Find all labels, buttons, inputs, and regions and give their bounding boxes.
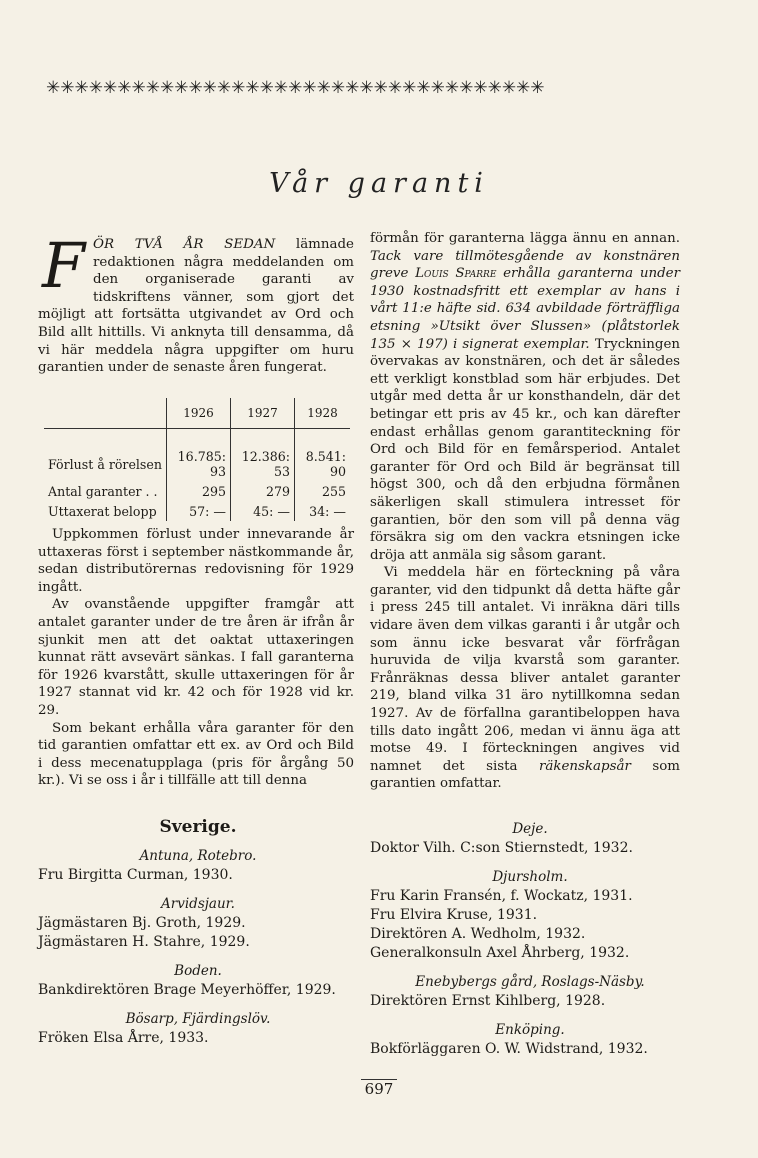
- decorative-ornament-border: ✳✳✳✳✳✳✳✳✳✳✳✳✳✳✳✳✳✳✳✳✳✳✳✳✳✳✳✳✳✳✳✳✳✳✳: [46, 78, 545, 98]
- right-column-body: [370, 230, 680, 793]
- table-cell: 279: [230, 481, 294, 501]
- left-column-intro: [38, 229, 354, 377]
- drop-cap: F: [42, 229, 86, 302]
- place-name: Enebybergs gård, Roslags-Näsby.: [415, 974, 645, 990]
- table-cell: 45: —: [230, 501, 294, 521]
- intro-lead: ÖR TVÅ ÅR SEDAN: [93, 237, 276, 252]
- row-label: Uttaxerat belopp: [48, 503, 157, 519]
- guarantor-list-left: [38, 818, 358, 1048]
- table-header-1928: 1928: [295, 398, 351, 429]
- table-row: [44, 481, 350, 501]
- table-cell: 12.386: 53: [230, 429, 294, 482]
- place-name: Deje.: [512, 821, 548, 837]
- place-name: Djursholm.: [492, 869, 568, 885]
- guarantee-stats-table: [44, 398, 350, 521]
- text-run-italic: räkenskapsår: [539, 758, 631, 774]
- table-header-empty: [44, 398, 166, 429]
- list-item: Jägmästaren Bj. Groth, 1929.: [38, 915, 246, 931]
- article-title: Vår garanti: [269, 168, 489, 199]
- table-cell: 34: —: [295, 501, 351, 521]
- row-label: Antal garanter . .: [48, 483, 158, 499]
- list-item: Fru Birgitta Curman, 1930.: [38, 867, 233, 883]
- list-item: Generalkonsuln Axel Åhrberg, 1932.: [370, 945, 630, 961]
- text-run: förmån för garanterna lägga ännu en annan.: [370, 231, 680, 246]
- paragraph: Som bekant erhålla våra garanter för den tid garantien omfattar ett ex. av Ord och Bild i dess mecenatupplaga (pris för årgång 50 kr.). Vi se oss i år i tillfälle att till denna: [38, 720, 354, 789]
- table-cell: 57: —: [166, 501, 230, 521]
- text-run-italic: erhålla garanterna under 1930 kostnadsfritt ett exemplar av hans i vårt 11:e häfte sid. 634 avbildade förträffliga etsning »Utsikt över Slussen» (plåtstorlek 135 × 197) i signerat exemplar.: [370, 266, 680, 352]
- list-item: Bokförläggaren O. W. Widstrand, 1932.: [370, 1041, 648, 1057]
- table-header-1926: 1926: [166, 398, 230, 429]
- list-item: Direktören Ernst Kihlberg, 1928.: [370, 993, 606, 1009]
- place-name: Bösarp, Fjärdingslöv.: [125, 1011, 271, 1027]
- table-row: [44, 429, 350, 482]
- left-column-body: [38, 526, 354, 790]
- list-item: Fru Karin Fransén, f. Wockatz, 1931.: [370, 888, 633, 904]
- table-cell: 295: [166, 481, 230, 501]
- list-item: Doktor Vilh. C:son Stiernstedt, 1932.: [370, 840, 633, 856]
- list-item: Bankdirektören Brage Meyerhöffer, 1929.: [38, 982, 336, 998]
- list-item: Fröken Elsa Årre, 1933.: [38, 1030, 209, 1046]
- place-name: Arvidsjaur.: [161, 896, 235, 912]
- text-run: Vi meddela här en förteckning på våra garanter, vid den tidpunkt då detta häfte går i press 245 till antalet. Vi inräkna däri tills vidare även dem vilkas garanti i år utgår och som ännu icke besvarat vår förfrågan huruvida de vilja kvarstå som garanter. Frånräknas dessa bliver antalet garanter 219, bland vilka 31 äro nytillkomna sedan 1927. Av de förfallna garantibeloppen hava tills dato ingått 206, medan vi ännu äga att motse 49. I förteckningen angives vid namnet det sista: [370, 565, 680, 774]
- country-heading: Sverige.: [159, 817, 237, 837]
- table-cell: 8.541: 90: [295, 429, 351, 482]
- page-number: 697: [0, 1080, 758, 1098]
- text-run-italic: Tack vare tillmötesgående av konstnären greve: [370, 248, 680, 282]
- list-item: Direktören A. Wedholm, 1932.: [370, 926, 586, 942]
- list-item: Fru Elvira Kruse, 1931.: [370, 907, 538, 923]
- place-name: Boden.: [174, 963, 222, 979]
- table-cell: 16.785: 93: [166, 429, 230, 482]
- text-run: som garantien omfattar.: [370, 758, 680, 792]
- row-label: Förlust å rörelsen: [48, 456, 162, 472]
- list-item: Jägmästaren H. Stahre, 1929.: [38, 934, 250, 950]
- text-run: Tryckningen övervakas av konstnären, och det är således ett verkligt konstblad som här erbjudes. Det utgår med detta år ur konsthandeln, där det betingar ett pris av 45 kr., och kan därefter endast erhållas genom garantiteckning för Ord och Bild för en femårsperiod. Antalet garanter för Ord och Bild är begränsat till högst 300, och då den erbjudna förmånen säkerligen skall stimulera intresset för garantien, bör den som vill på denna väg försäkra sig om den vackra etsningen icke dröja att anmäla sig såsom garant.: [370, 336, 680, 563]
- guarantor-list-right: [370, 820, 690, 1059]
- place-name: Antuna, Rotebro.: [139, 848, 257, 864]
- place-name: Enköping.: [495, 1022, 565, 1038]
- paragraph: Av ovanstående uppgifter framgår att antalet garanter under de tre åren är ifrån år sjunkit men att det oaktat uttaxeringen kunnat rätt avsevärt sänkas. I fall garanterna för 1926 kvarstått, skulle uttaxeringen för år 1927 stannat vid kr. 42 och för 1928 vid kr. 29.: [38, 597, 354, 718]
- table-header-1927: 1927: [230, 398, 294, 429]
- artist-name: Louis Sparre: [415, 266, 497, 282]
- table-row: [44, 501, 350, 521]
- paragraph: Uppkommen förlust under innevarande år uttaxeras först i september nästkommande år, sedan distributörernas redovisning för 1929 ingått.: [38, 527, 354, 595]
- intro-text: lämnade redaktionen några meddelanden om den organiserade garanti av tidskriftens vänner, som gjort det möjligt att fortsätta utgivandet av Ord och Bild allt hittills. Vi anknyta till densamma, då vi här meddela några uppgifter om huru garantien under de senaste åren fungerat.: [38, 237, 354, 376]
- table-cell: 255: [295, 481, 351, 501]
